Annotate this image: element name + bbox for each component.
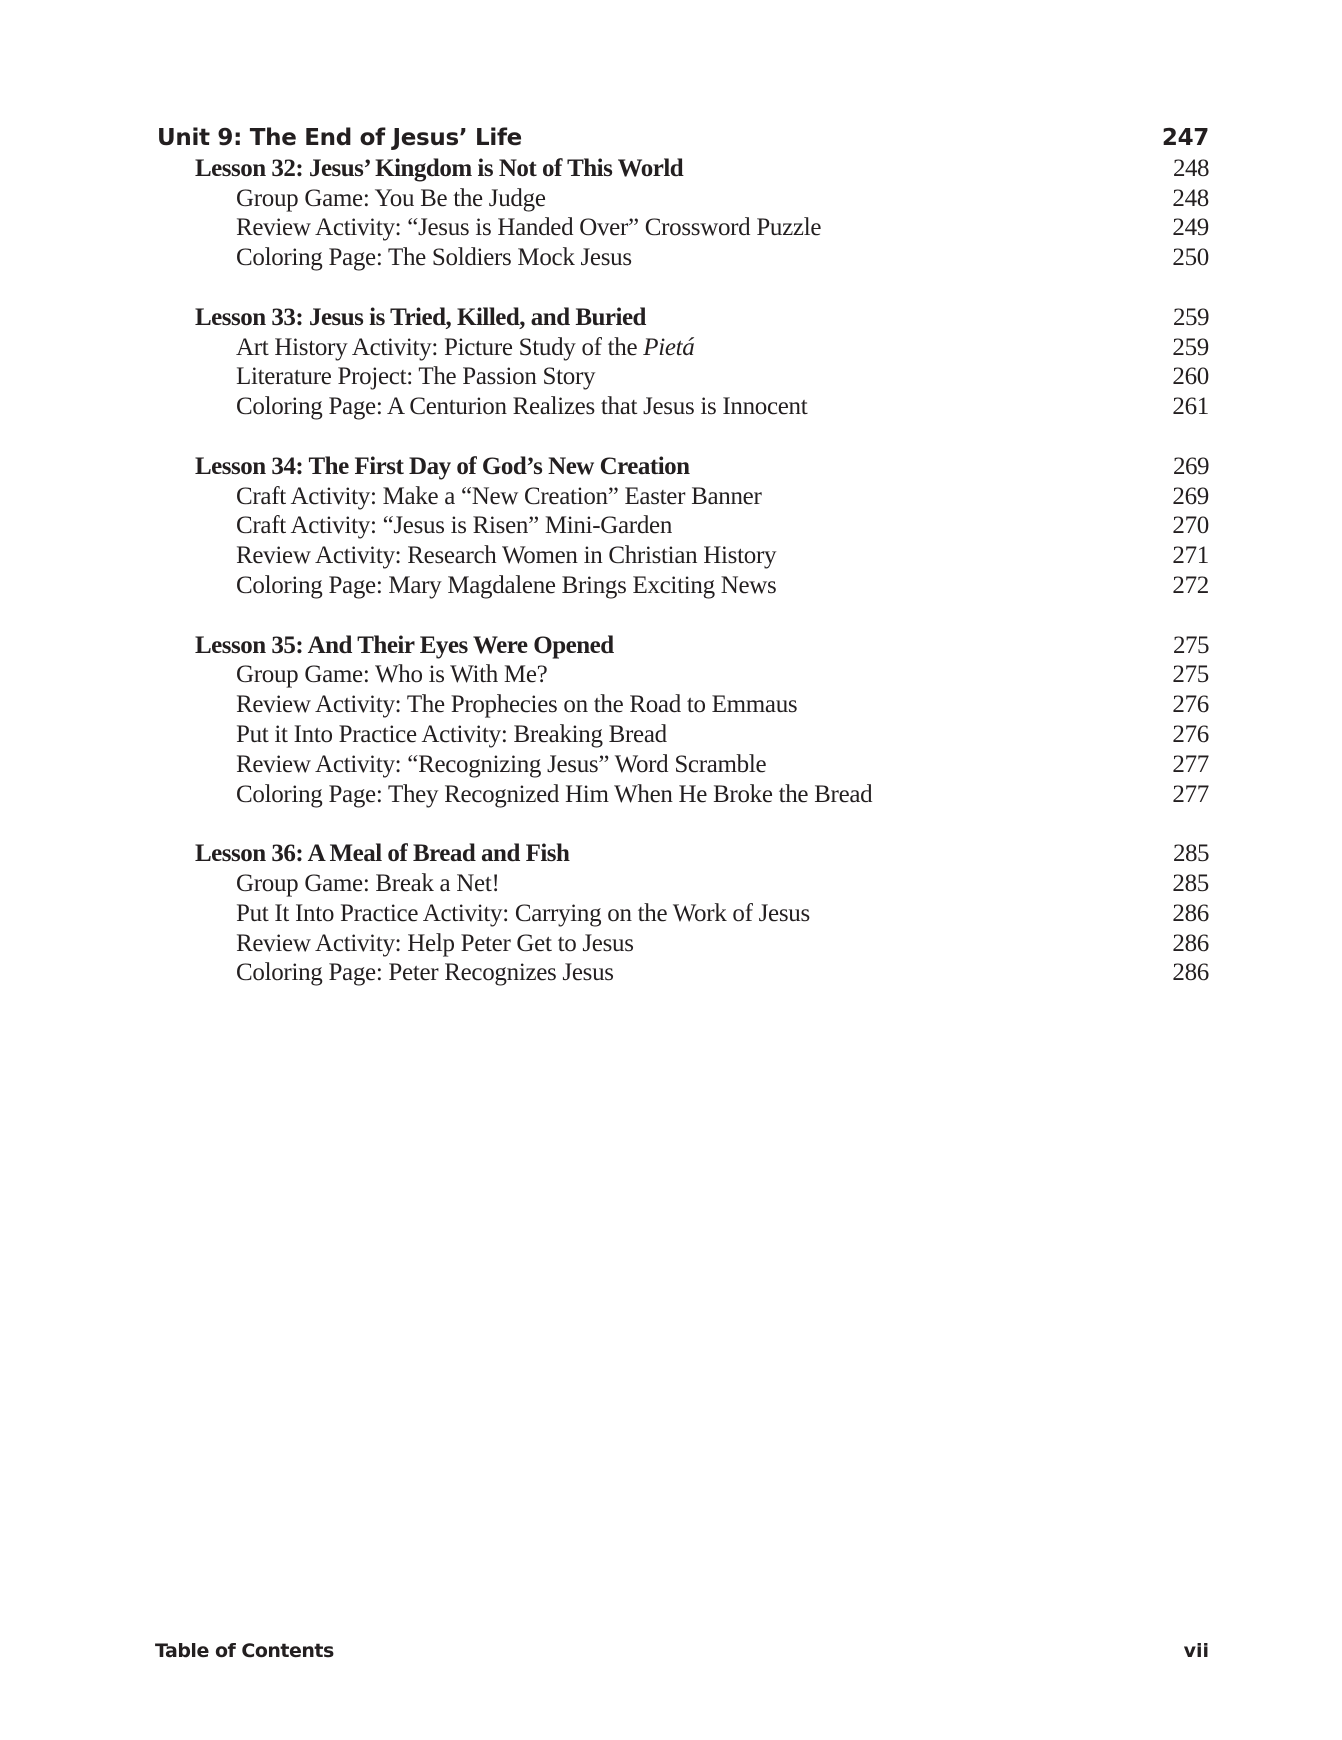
activity-page-number: 275 — [1172, 661, 1209, 689]
lesson-title: Lesson 33: Jesus is Tried, Killed, and Buried — [195, 303, 646, 331]
toc-activity-entry[interactable] — [157, 899, 1209, 929]
toc-activity-entry[interactable] — [157, 750, 1209, 780]
activity-page-number: 248 — [1172, 184, 1209, 212]
toc-activity-entry[interactable] — [157, 929, 1209, 959]
section-spacer — [157, 422, 1209, 452]
activity-page-number: 286 — [1172, 929, 1209, 957]
activity-title: Craft Activity: Make a “New Creation” Easter Banner — [236, 482, 762, 510]
toc-activity-entry[interactable] — [157, 660, 1209, 690]
activity-title: Group Game: Who is With Me? — [236, 661, 548, 689]
toc-activity-entry[interactable] — [157, 333, 1209, 363]
toc-activity-entry[interactable] — [157, 362, 1209, 392]
toc-activity-entry[interactable] — [157, 541, 1209, 571]
unit-page-number: 247 — [1161, 125, 1209, 151]
toc-activity-entry[interactable] — [157, 958, 1209, 988]
section-spacer — [157, 273, 1209, 303]
activity-title: Group Game: You Be the Judge — [236, 184, 546, 212]
lesson-page-number: 259 — [1173, 303, 1209, 331]
lesson-title: Lesson 34: The First Day of God’s New Creation — [195, 452, 690, 480]
activity-page-number: 276 — [1172, 691, 1209, 719]
activity-title: Review Activity: The Prophecies on the Road to Emmaus — [236, 691, 798, 719]
activity-title-text: Art History Activity: Picture Study of the — [236, 333, 644, 361]
toc-activity-entry[interactable] — [157, 482, 1209, 512]
toc-lesson-entry[interactable] — [157, 452, 1209, 482]
activity-title: Put It Into Practice Activity: Carrying on the Work of Jesus — [236, 899, 810, 927]
activity-title: Coloring Page: The Soldiers Mock Jesus — [236, 244, 632, 272]
lesson-title: Lesson 36: A Meal of Bread and Fish — [195, 840, 570, 868]
toc-activity-entry[interactable] — [157, 213, 1209, 243]
toc-lesson-entry[interactable] — [157, 631, 1209, 661]
toc-lesson-entry[interactable] — [157, 303, 1209, 333]
toc-activity-entry[interactable] — [157, 869, 1209, 899]
activity-page-number: 261 — [1172, 393, 1209, 421]
toc-activity-entry[interactable] — [157, 392, 1209, 422]
lesson-page-number: 269 — [1173, 452, 1209, 480]
toc-activity-entry[interactable] — [157, 184, 1209, 214]
toc-activity-entry[interactable] — [157, 720, 1209, 750]
activity-title: Review Activity: Help Peter Get to Jesus — [236, 929, 634, 957]
lesson-title: Lesson 32: Jesus’ Kingdom is Not of This World — [195, 154, 684, 182]
activity-page-number: 250 — [1172, 244, 1209, 272]
lesson-page-number: 275 — [1173, 631, 1209, 659]
activity-page-number: 276 — [1172, 720, 1209, 748]
activity-title: Coloring Page: They Recognized Him When He Broke the Bread — [236, 780, 873, 808]
toc-lesson-entry[interactable] — [157, 839, 1209, 869]
activity-title: Coloring Page: Mary Magdalene Brings Exciting News — [236, 571, 777, 599]
toc-activity-entry[interactable] — [157, 511, 1209, 541]
table-of-contents — [157, 124, 1209, 988]
activity-page-number: 270 — [1172, 512, 1209, 540]
toc-activity-entry[interactable] — [157, 780, 1209, 810]
activity-title: Review Activity: Research Women in Christian History — [236, 542, 777, 570]
activity-page-number: 277 — [1172, 750, 1209, 778]
activity-title: Review Activity: “Jesus is Handed Over” Crossword Puzzle — [236, 214, 822, 242]
activity-title: Put it Into Practice Activity: Breaking Bread — [236, 720, 667, 748]
activity-title: Group Game: Break a Net! — [236, 869, 500, 897]
activity-title: Review Activity: “Recognizing Jesus” Word Scramble — [236, 750, 767, 778]
activity-title: Craft Activity: “Jesus is Risen” Mini-Garden — [236, 512, 673, 540]
toc-unit-entry[interactable] — [157, 124, 1209, 154]
activity-title — [236, 333, 694, 363]
activity-page-number: 260 — [1172, 363, 1209, 391]
activity-page-number: 285 — [1172, 869, 1209, 897]
unit-title: Unit 9: The End of Jesus’ Life — [157, 125, 522, 151]
activity-title: Coloring Page: A Centurion Realizes that Jesus is Innocent — [236, 393, 808, 421]
toc-lesson-entry[interactable] — [157, 154, 1209, 184]
lesson-page-number: 285 — [1173, 840, 1209, 868]
toc-activity-entry[interactable] — [157, 690, 1209, 720]
activity-title: Coloring Page: Peter Recognizes Jesus — [236, 959, 614, 987]
activity-page-number: 271 — [1172, 542, 1209, 570]
lesson-page-number: 248 — [1173, 154, 1209, 182]
footer-page-number: vii — [1183, 1640, 1209, 1662]
activity-page-number: 269 — [1172, 482, 1209, 510]
activity-page-number: 286 — [1172, 899, 1209, 927]
activity-page-number: 249 — [1172, 214, 1209, 242]
artwork-title: Pietá — [643, 333, 695, 361]
section-spacer — [157, 809, 1209, 839]
toc-activity-entry[interactable] — [157, 571, 1209, 601]
lesson-title: Lesson 35: And Their Eyes Were Opened — [195, 631, 614, 659]
activity-page-number: 286 — [1172, 959, 1209, 987]
activity-page-number: 272 — [1172, 571, 1209, 599]
section-spacer — [157, 601, 1209, 631]
activity-page-number: 259 — [1172, 333, 1209, 361]
page-footer — [155, 1640, 1209, 1666]
footer-section-title: Table of Contents — [155, 1640, 334, 1662]
activity-page-number: 277 — [1172, 780, 1209, 808]
activity-title: Literature Project: The Passion Story — [236, 363, 596, 391]
toc-activity-entry[interactable] — [157, 243, 1209, 273]
